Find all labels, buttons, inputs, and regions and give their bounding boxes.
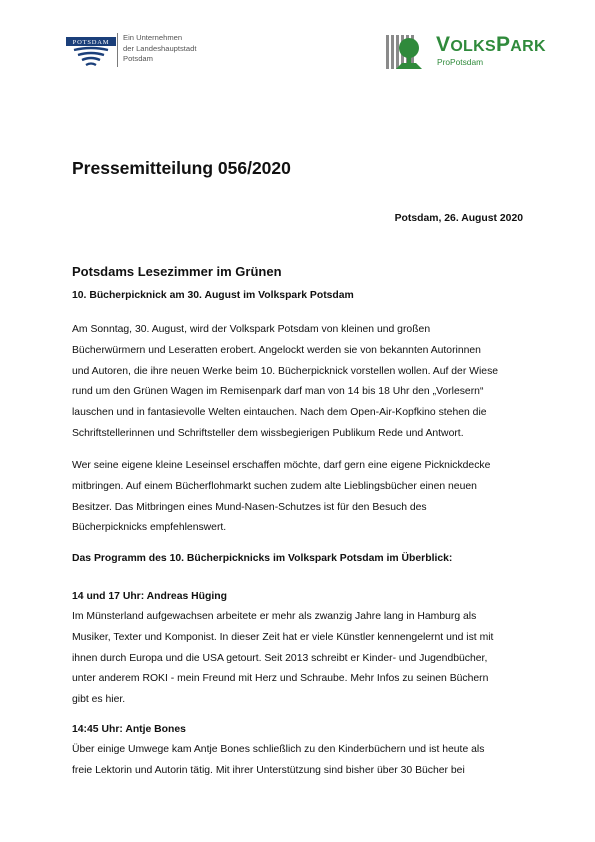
text-line: Besitzer. Das Mitbringen eines Mund-Nasen-Schutzes ist für den Besuch des <box>72 501 427 513</box>
text-line: Bücherwürmern und Leseratten erobert. Angelockt werden sie von bekannten Autorinnen <box>72 344 481 356</box>
brand-letter: V <box>436 33 451 56</box>
brand-letters: ARK <box>510 38 546 55</box>
text-line: unter anderem ROKI - mein Freund mit Herz und Schraube. Mehr Infos zu seinen Büchern <box>72 673 489 685</box>
text-line: mitbringen. Auf einem Bücherflohmarkt suchen zudem alte Lieblingsbücher einen neuen <box>72 480 477 492</box>
document-title: Pressemitteilung 056/2020 <box>72 158 291 178</box>
potsdam-logo <box>66 34 120 68</box>
program-slot-text <box>72 740 527 782</box>
program-overview-heading: Das Programm des 10. Bücherpicknicks im Volkspark Potsdam im Überblick: <box>72 553 453 564</box>
text-line: rund um den Grünen Wagen im Remisenpark darf man von 14 bis 18 Uhr den „Vorlesern“ <box>72 386 484 398</box>
text-line: gibt es hier. <box>72 694 126 706</box>
potsdam-caption-line: der Landeshauptstadt <box>123 43 197 53</box>
document-date: Potsdam, 26. August 2020 <box>394 213 523 224</box>
text-line: und Autoren, die ihre neuen Werke beim 10. Bücherpicknick vorstellen wollen. Auf der Wiese <box>72 365 499 377</box>
potsdam-caption <box>123 33 196 65</box>
subheadline: 10. Bücherpicknick am 30. August im Volkspark Potsdam <box>72 290 354 301</box>
potsdam-caption-line: Potsdam <box>123 54 153 64</box>
brand-letter: P <box>495 33 511 56</box>
text-line: Schriftstellerinnen und Schriftsteller dem wissbegierigen Publikum Rede und Antwort. <box>72 427 464 439</box>
body-paragraph-intro <box>72 320 527 445</box>
text-line: freie Lektorin und Autorin tätig. Mit ihrer Unterstützung sind bisher über 30 Bücher bei <box>72 764 465 776</box>
text-line: Über einige Umwege kam Antje Bones schließlich zu den Kinderbüchern und ist heute als <box>72 744 485 755</box>
brand-letters: OLKS <box>450 38 496 55</box>
text-line: Im Münsterland aufgewachsen arbeitete er mehr als zwanzig Jahre lang in Hamburg als <box>72 611 477 622</box>
program-slot-heading: 14:45 Uhr: Antje Bones <box>72 724 186 735</box>
program-slot-text <box>72 607 527 711</box>
volkspark-logo-icon <box>386 33 432 73</box>
headline: Potsdams Lesezimmer im Grünen <box>72 264 282 279</box>
logo-divider <box>117 33 118 67</box>
volkspark-brand-subtitle: ProPotsdam <box>437 57 484 67</box>
body-paragraph-picnic <box>72 456 527 539</box>
potsdam-caption-line: Ein Unternehmen <box>123 33 183 42</box>
text-line: Wer seine eigene kleine Leseinsel erschaffen möchte, darf gern eine eigene Picknickdecke <box>72 460 491 471</box>
text-line: lauschen und in fantasievolle Welten eintauchen. Nach dem Open-Air-Kopfkino stehen die <box>72 407 487 419</box>
program-slot-heading: 14 und 17 Uhr: Andreas Hüging <box>72 591 227 602</box>
text-line: Musiker, Texter und Komponist. In dieser Zeit hat er viele Künstler kennengelernt und ist mit <box>72 631 494 643</box>
volkspark-brand-name <box>436 33 546 59</box>
potsdam-logo-text: POTSDAM <box>72 39 110 46</box>
text-line: Bücherpicknicks empfehlenswert. <box>72 522 227 534</box>
text-line: ihnen durch Europa und die USA getourt. Seit 2013 schreibt er Kinder- und Jugendbücher, <box>72 652 488 664</box>
text-line: Am Sonntag, 30. August, wird der Volkspark Potsdam von kleinen und großen <box>72 324 431 335</box>
